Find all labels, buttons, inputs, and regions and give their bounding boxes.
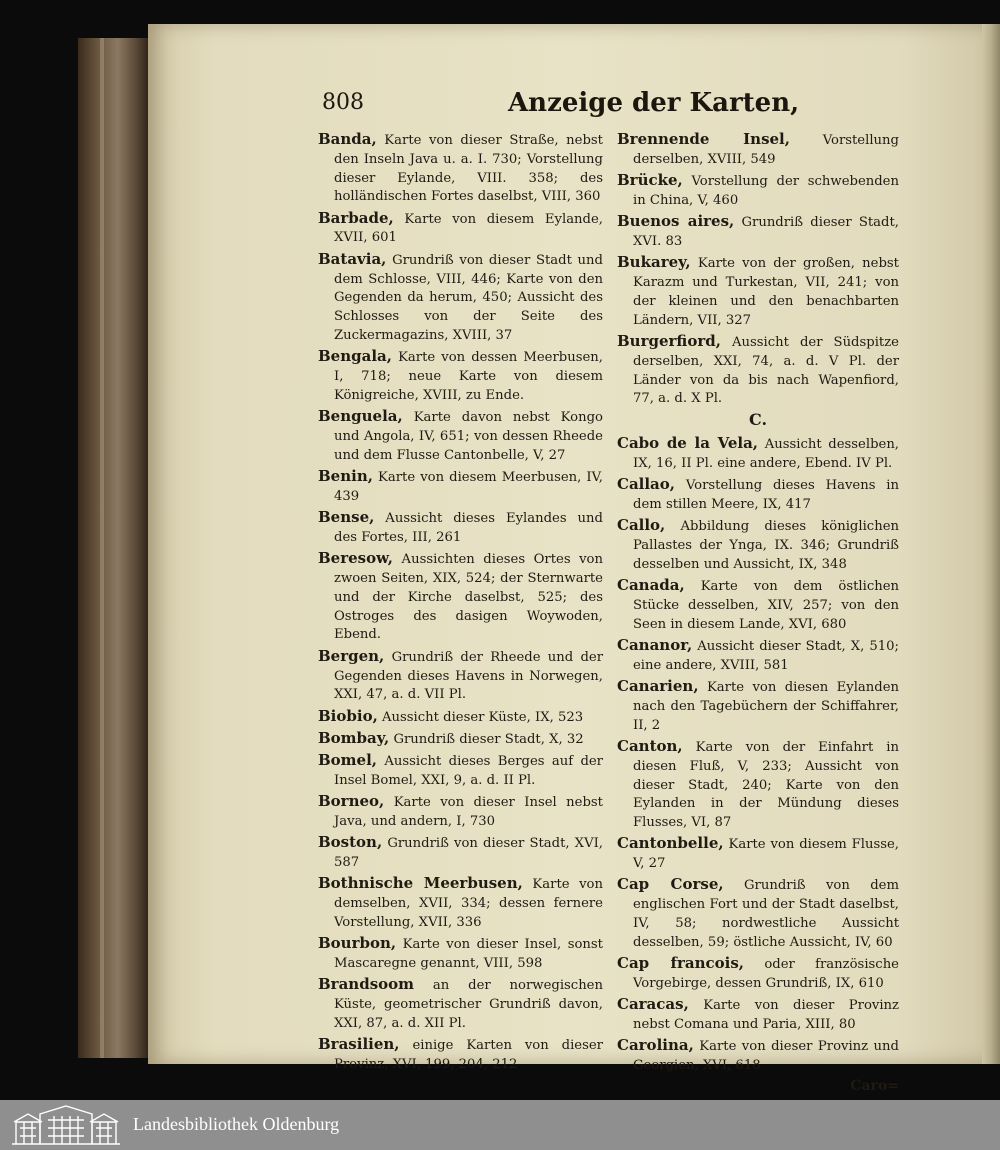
entry-term: Burgerfiord, (617, 331, 721, 350)
entry-text: Aussicht der Südspitze derselben, XXI, 74, a. d. V Pl. der Länder von da bis nach Wapenfiord, 77, a. d. X Pl. (633, 334, 899, 407)
index-entry (318, 407, 603, 465)
entry-text: Vorstellung derselben, XVIII, 549 (633, 133, 899, 167)
entry-text: Grundriß von dieser Stadt, XVI, 587 (334, 836, 603, 871)
entry-text: Karte von diesen Eylanden nach den Tagebüchern der Schiffahrer, II, 2 (633, 680, 900, 733)
entry-term: Banda, (318, 130, 377, 148)
index-entry (318, 874, 603, 932)
entry-term: Bukarey, (617, 253, 691, 272)
entry-term: Biobio, (318, 706, 378, 725)
entry-text: Karte von demselben, XVII, 334; dessen fernere Vorstellung, XVII, 336 (334, 877, 603, 931)
section-letter: C. (748, 410, 768, 430)
entry-text: Grundriß von dieser Stadt und dem Schlosse, VIII, 446; Karte von den Gegenden da herum, 450; Aussicht des Schlosses von der Seite des Zuckermagazins, XVIII, 37 (334, 252, 603, 343)
entry-term: Callo, (617, 516, 666, 535)
entry-text: Karte von dieser Insel nebst Java, und andern, I, 730 (334, 795, 603, 830)
entry-term: Borneo, (318, 792, 385, 811)
entry-term: Caracas, (617, 995, 689, 1014)
entry-term: Bomel, (318, 751, 378, 770)
entry-term: Cabo de la Vela, (617, 433, 759, 452)
entry-text: Grundriß der Rheede und der Gegenden dieses Havens in Norwegen, XXI, 47, a. d. VII Pl. (334, 649, 603, 703)
index-entry (318, 707, 603, 728)
entry-term: Carolina, (617, 1036, 694, 1055)
index-entry (318, 209, 603, 249)
entry-term: Callao, (617, 475, 676, 494)
entry-text: Aussicht dieser Küste, IX, 523 (382, 709, 584, 725)
index-entry (318, 250, 603, 346)
entry-term: Cap francois, (617, 954, 744, 973)
entry-text: Karte von diesem Meerbusen, IV, 439 (334, 470, 603, 504)
entry-term: Batavia, (318, 249, 387, 268)
entry-term: Cananor, (617, 635, 693, 654)
entry-text: Vorstellung dieses Havens in dem stillen Meere, IX, 417 (633, 478, 899, 512)
entry-text: Karte von dieser Provinz nebst Comana und Paria, XIII, 80 (633, 998, 899, 1033)
index-entry (617, 516, 899, 574)
index-entry (617, 677, 899, 735)
index-entry (318, 975, 603, 1033)
entry-term: Bense, (318, 508, 375, 527)
index-entry (318, 130, 603, 207)
entry-term: Cantonbelle, (617, 834, 724, 853)
entry-text: Abbildung dieses königlichen Pallastes der Ynga, IX. 346; Grundriß desselben und Aussicht, IX, 348 (633, 519, 899, 572)
entry-text: einige Karten von dieser Provinz, XVI, 199, 204, 212 (334, 1038, 603, 1073)
index-entry (617, 253, 899, 330)
entry-term: Brennende Insel, (617, 130, 790, 148)
index-entry (318, 347, 603, 405)
index-entry (318, 549, 603, 645)
index-entry (318, 792, 603, 832)
entry-term: Bengala, (318, 347, 392, 366)
entry-text: Karte von dieser Insel, sonst Mascaregne genannt, VIII, 598 (334, 937, 603, 972)
entry-term: Canada, (617, 576, 685, 595)
entry-term: Beresow, (318, 549, 394, 568)
entry-text: Karte von dieser Straße, nebst den Inseln Java u. a. I. 730; Vorstellung dieser Eylande, VIII. 358; des holländischen Fortes daselbst, VIII, 360 (334, 133, 603, 205)
entry-term: Brasilien, (318, 1035, 400, 1054)
index-entry (617, 434, 899, 474)
index-entry (617, 212, 899, 252)
index-entry (318, 467, 603, 507)
entry-text: Karte von diesem Flusse, V, 27 (633, 837, 900, 872)
page-number: 808 (322, 90, 364, 115)
index-entry (617, 171, 899, 211)
library-building-logo (10, 1104, 122, 1146)
entry-term: Cap Corse, (617, 875, 724, 894)
entry-term: Brandsoom (318, 975, 415, 994)
running-head: Anzeige der Karten, (508, 88, 800, 118)
index-entry (617, 995, 899, 1035)
index-entry (617, 875, 899, 952)
index-entry (617, 737, 899, 833)
entry-term: Bothnische Meerbusen, (318, 874, 523, 893)
entry-text: Grundriß dieser Stadt, X, 32 (393, 731, 584, 747)
index-entry (617, 636, 899, 676)
entry-term: Boston, (318, 833, 383, 852)
entry-text: Vorstellung der schwebenden in China, V, 460 (633, 174, 899, 208)
entry-text: Karte von dem östlichen Stücke desselben, XIV, 257; von den Seen in diesem Lande, XVI, 680 (633, 579, 899, 632)
entry-term: Benguela, (318, 407, 403, 426)
index-entry (318, 647, 603, 705)
index-entry (617, 576, 899, 634)
index-entry (318, 1035, 603, 1075)
index-entry (617, 475, 899, 515)
entry-text: Grundriß von dem englischen Fort und der Stadt daselbst, IV, 58; nordwestliche Aussicht desselben, 59; östliche Aussicht, IV, 60 (633, 878, 899, 950)
entry-text: Aussicht dieses Berges auf der Insel Bomel, XXI, 9, a. d. II Pl. (334, 754, 603, 788)
right-column (617, 130, 899, 1096)
index-entry (318, 833, 603, 873)
index-entry (617, 1036, 899, 1076)
index-entry (617, 954, 899, 994)
entry-text: oder französische Vorgebirge, dessen Grundriß, IX, 610 (633, 957, 899, 991)
entry-term: Barbade, (318, 208, 394, 227)
entry-term: Bourbon, (318, 934, 397, 953)
entry-text: an der norwegischen Küste, geometrischer Grundriß davon, XXI, 87, a. d. XII Pl. (334, 978, 603, 1032)
entry-text: Aussicht desselben, IX, 16, II Pl. eine andere, Ebend. IV Pl. (633, 436, 900, 471)
entry-text: Karte von dieser Provinz und Georgien, XVI, 618 (633, 1039, 899, 1074)
entry-text: Aussicht dieses Eylandes und des Fortes, III, 261 (334, 511, 603, 545)
entry-term: Canton, (617, 736, 683, 755)
entry-text: Grundriß dieser Stadt, XVI. 83 (633, 215, 899, 249)
entry-term: Canarien, (617, 677, 699, 696)
index-entry (318, 508, 603, 548)
entry-term: Bergen, (318, 646, 385, 665)
index-entry (318, 729, 603, 750)
index-entry (318, 934, 603, 974)
index-entry (617, 332, 899, 409)
catchword: Caro= (850, 1078, 899, 1095)
entry-term: Brücke, (617, 171, 683, 190)
library-name: Landesbibliothek Oldenburg (133, 1114, 340, 1134)
index-entry (318, 751, 603, 791)
entry-text: Aussicht dieser Stadt, X, 510; eine andere, XVIII, 581 (633, 638, 899, 673)
entry-text: Karte von dessen Meerbusen, I, 718; neue Karte von diesem Königreiche, XVIII, zu Ende. (334, 350, 603, 403)
entry-text: Aussichten dieses Ortes von zwoen Seiten, XIX, 524; der Sternwarte und der Kirche daselbst, 525; des Ostroges des dasigen Woywoden, Ebend. (334, 552, 603, 643)
book-spine-edge (78, 38, 150, 1058)
entry-term: Buenos aires, (617, 212, 735, 231)
index-entry (617, 834, 899, 874)
entry-text: Karte davon nebst Kongo und Angola, IV, 651; von dessen Rheede und dem Flusse Cantonbelle, V, 27 (334, 410, 603, 463)
entry-term: Bombay, (318, 728, 390, 747)
index-entry (617, 130, 899, 170)
entry-text: Karte von der Einfahrt in diesen Fluß, V, 233; Aussicht von dieser Stadt, 240; Karte von den Eylanden in der Mündung dieses Flusses, VI, 87 (633, 739, 899, 831)
page-stack-edge (982, 24, 1000, 1064)
entry-text: Karte von diesem Eylande, XVII, 601 (334, 211, 603, 246)
entry-text: Karte von der großen, nebst Karazm und Turkestan, VII, 241; von der kleinen und den benachbarten Ländern, VII, 327 (633, 256, 899, 328)
entry-term: Benin, (318, 467, 373, 486)
left-column (318, 130, 603, 1076)
